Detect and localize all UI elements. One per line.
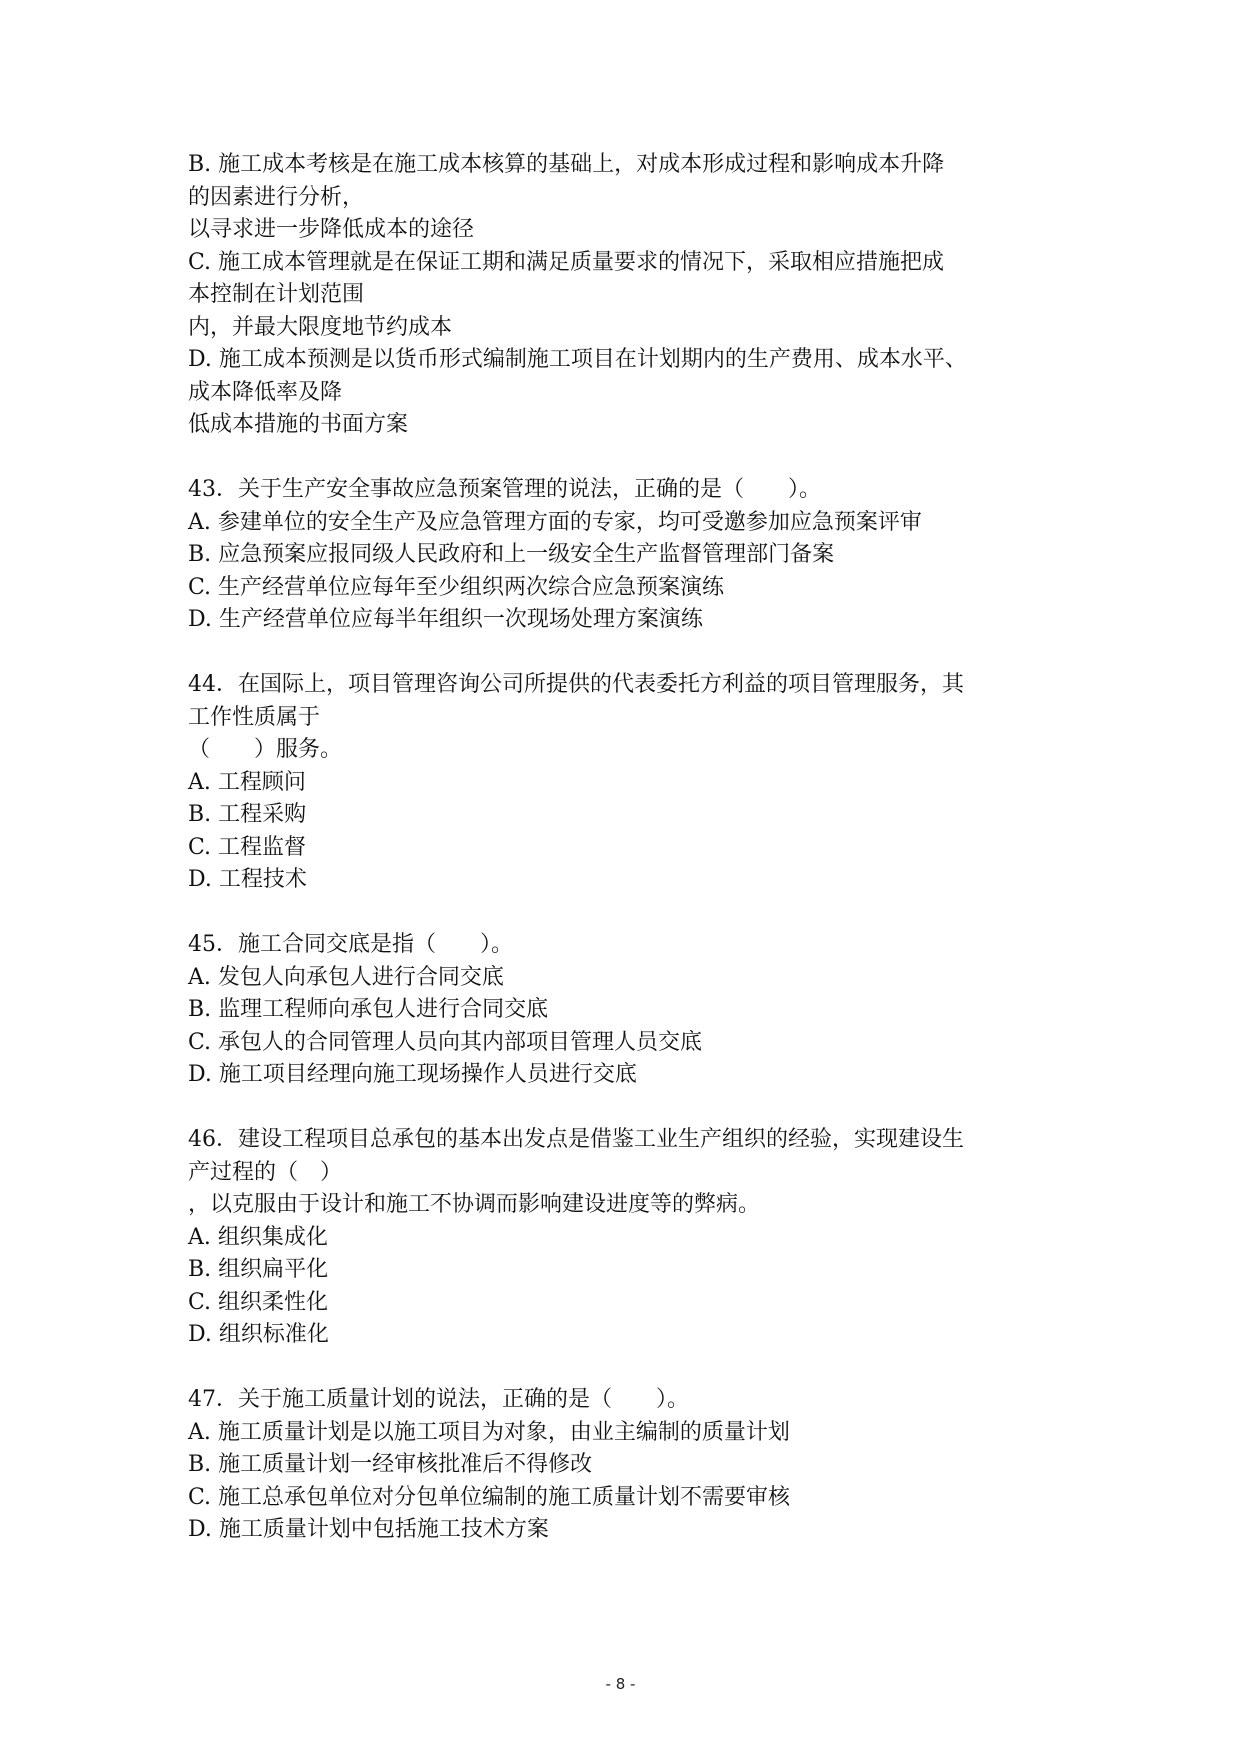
option-b: B. 应急预案应报同级人民政府和上一级安全生产监督管理部门备案 [188,542,835,567]
option-b: B. 工程采购 [188,802,307,827]
question-47 [188,1384,1068,1547]
option-line: 成本降低率及降 [188,379,343,405]
question-stem: 工作性质属于 [188,704,321,730]
question-45 [188,929,1068,1092]
option-d: D. 施工质量计划中包括施工技术方案 [188,1517,549,1542]
option-d: D. 施工项目经理向施工现场操作人员进行交底 [188,1062,637,1087]
option-a: A. 发包人向承包人进行合同交底 [188,964,504,990]
option-b: B. 监理工程师向承包人进行合同交底 [188,997,549,1022]
question-stem: （ ）服务。 [188,737,343,762]
option-c: C. 生产经营单位应每年至少组织两次综合应急预案演练 [188,574,725,600]
spacer [188,897,1068,930]
question-stem: 47．关于施工质量计划的说法，正确的是（ ）。 [188,1387,689,1412]
option-b: B. 组织扁平化 [188,1257,329,1282]
page-number: - 8 - [605,1675,636,1693]
question-stem: 44．在国际上，项目管理咨询公司所提供的代表委托方利益的项目管理服务，其 [188,672,964,697]
question-43 [188,474,1068,637]
previous-question-options [188,149,1068,442]
option-d: D. 组织标准化 [188,1322,329,1347]
question-stem: 46．建设工程项目总承包的基本出发点是借鉴工业生产组织的经验，实现建设生 [188,1127,964,1152]
option-d: D. 工程技术 [188,867,307,892]
option-b: B. 施工质量计划一经审核批准后不得修改 [188,1452,593,1477]
option-a: A. 参建单位的安全生产及应急管理方面的专家，均可受邀参加应急预案评审 [188,509,922,535]
option-line: B. 施工成本考核是在施工成本核算的基础上，对成本形成过程和影响成本升降 [188,152,945,177]
spacer [188,442,1068,475]
option-c: C. 组织柔性化 [188,1289,329,1315]
option-line: 以寻求进一步降低成本的途径 [188,217,475,242]
option-c: C. 工程监督 [188,834,307,860]
option-a: A. 施工质量计划是以施工项目为对象，由业主编制的质量计划 [188,1419,790,1445]
option-c: C. 承包人的合同管理人员向其内部项目管理人员交底 [188,1029,703,1055]
option-line: 内，并最大限度地节约成本 [188,314,453,340]
question-44 [188,669,1068,897]
spacer [188,1352,1068,1385]
question-stem: 43．关于生产安全事故应急预案管理的说法，正确的是（ ）。 [188,477,821,502]
question-stem: ，以克服由于设计和施工不协调而影响建设进度等的弊病。 [188,1192,761,1217]
page-content [188,149,1068,1547]
spacer [188,637,1068,670]
option-c: C. 施工总承包单位对分包单位编制的施工质量计划不需要审核 [188,1484,791,1510]
option-a: A. 工程顾问 [188,769,306,795]
option-line: 低成本措施的书面方案 [188,412,409,437]
option-line: 本控制在计划范围 [188,282,365,307]
question-stem: 45．施工合同交底是指（ ）。 [188,932,513,957]
question-46 [188,1124,1068,1352]
option-line: 的因素进行分析， [188,184,365,210]
option-d: D. 生产经营单位应每半年组织一次现场处理方案演练 [188,607,703,632]
question-stem: 产过程的（ ） [188,1159,343,1185]
option-line: C. 施工成本管理就是在保证工期和满足质量要求的情况下，采取相应措施把成 [188,249,945,275]
option-a: A. 组织集成化 [188,1224,328,1250]
option-line: D. 施工成本预测是以货币形式编制施工项目在计划期内的生产费用、成本水平、 [188,347,967,372]
spacer [188,1092,1068,1125]
